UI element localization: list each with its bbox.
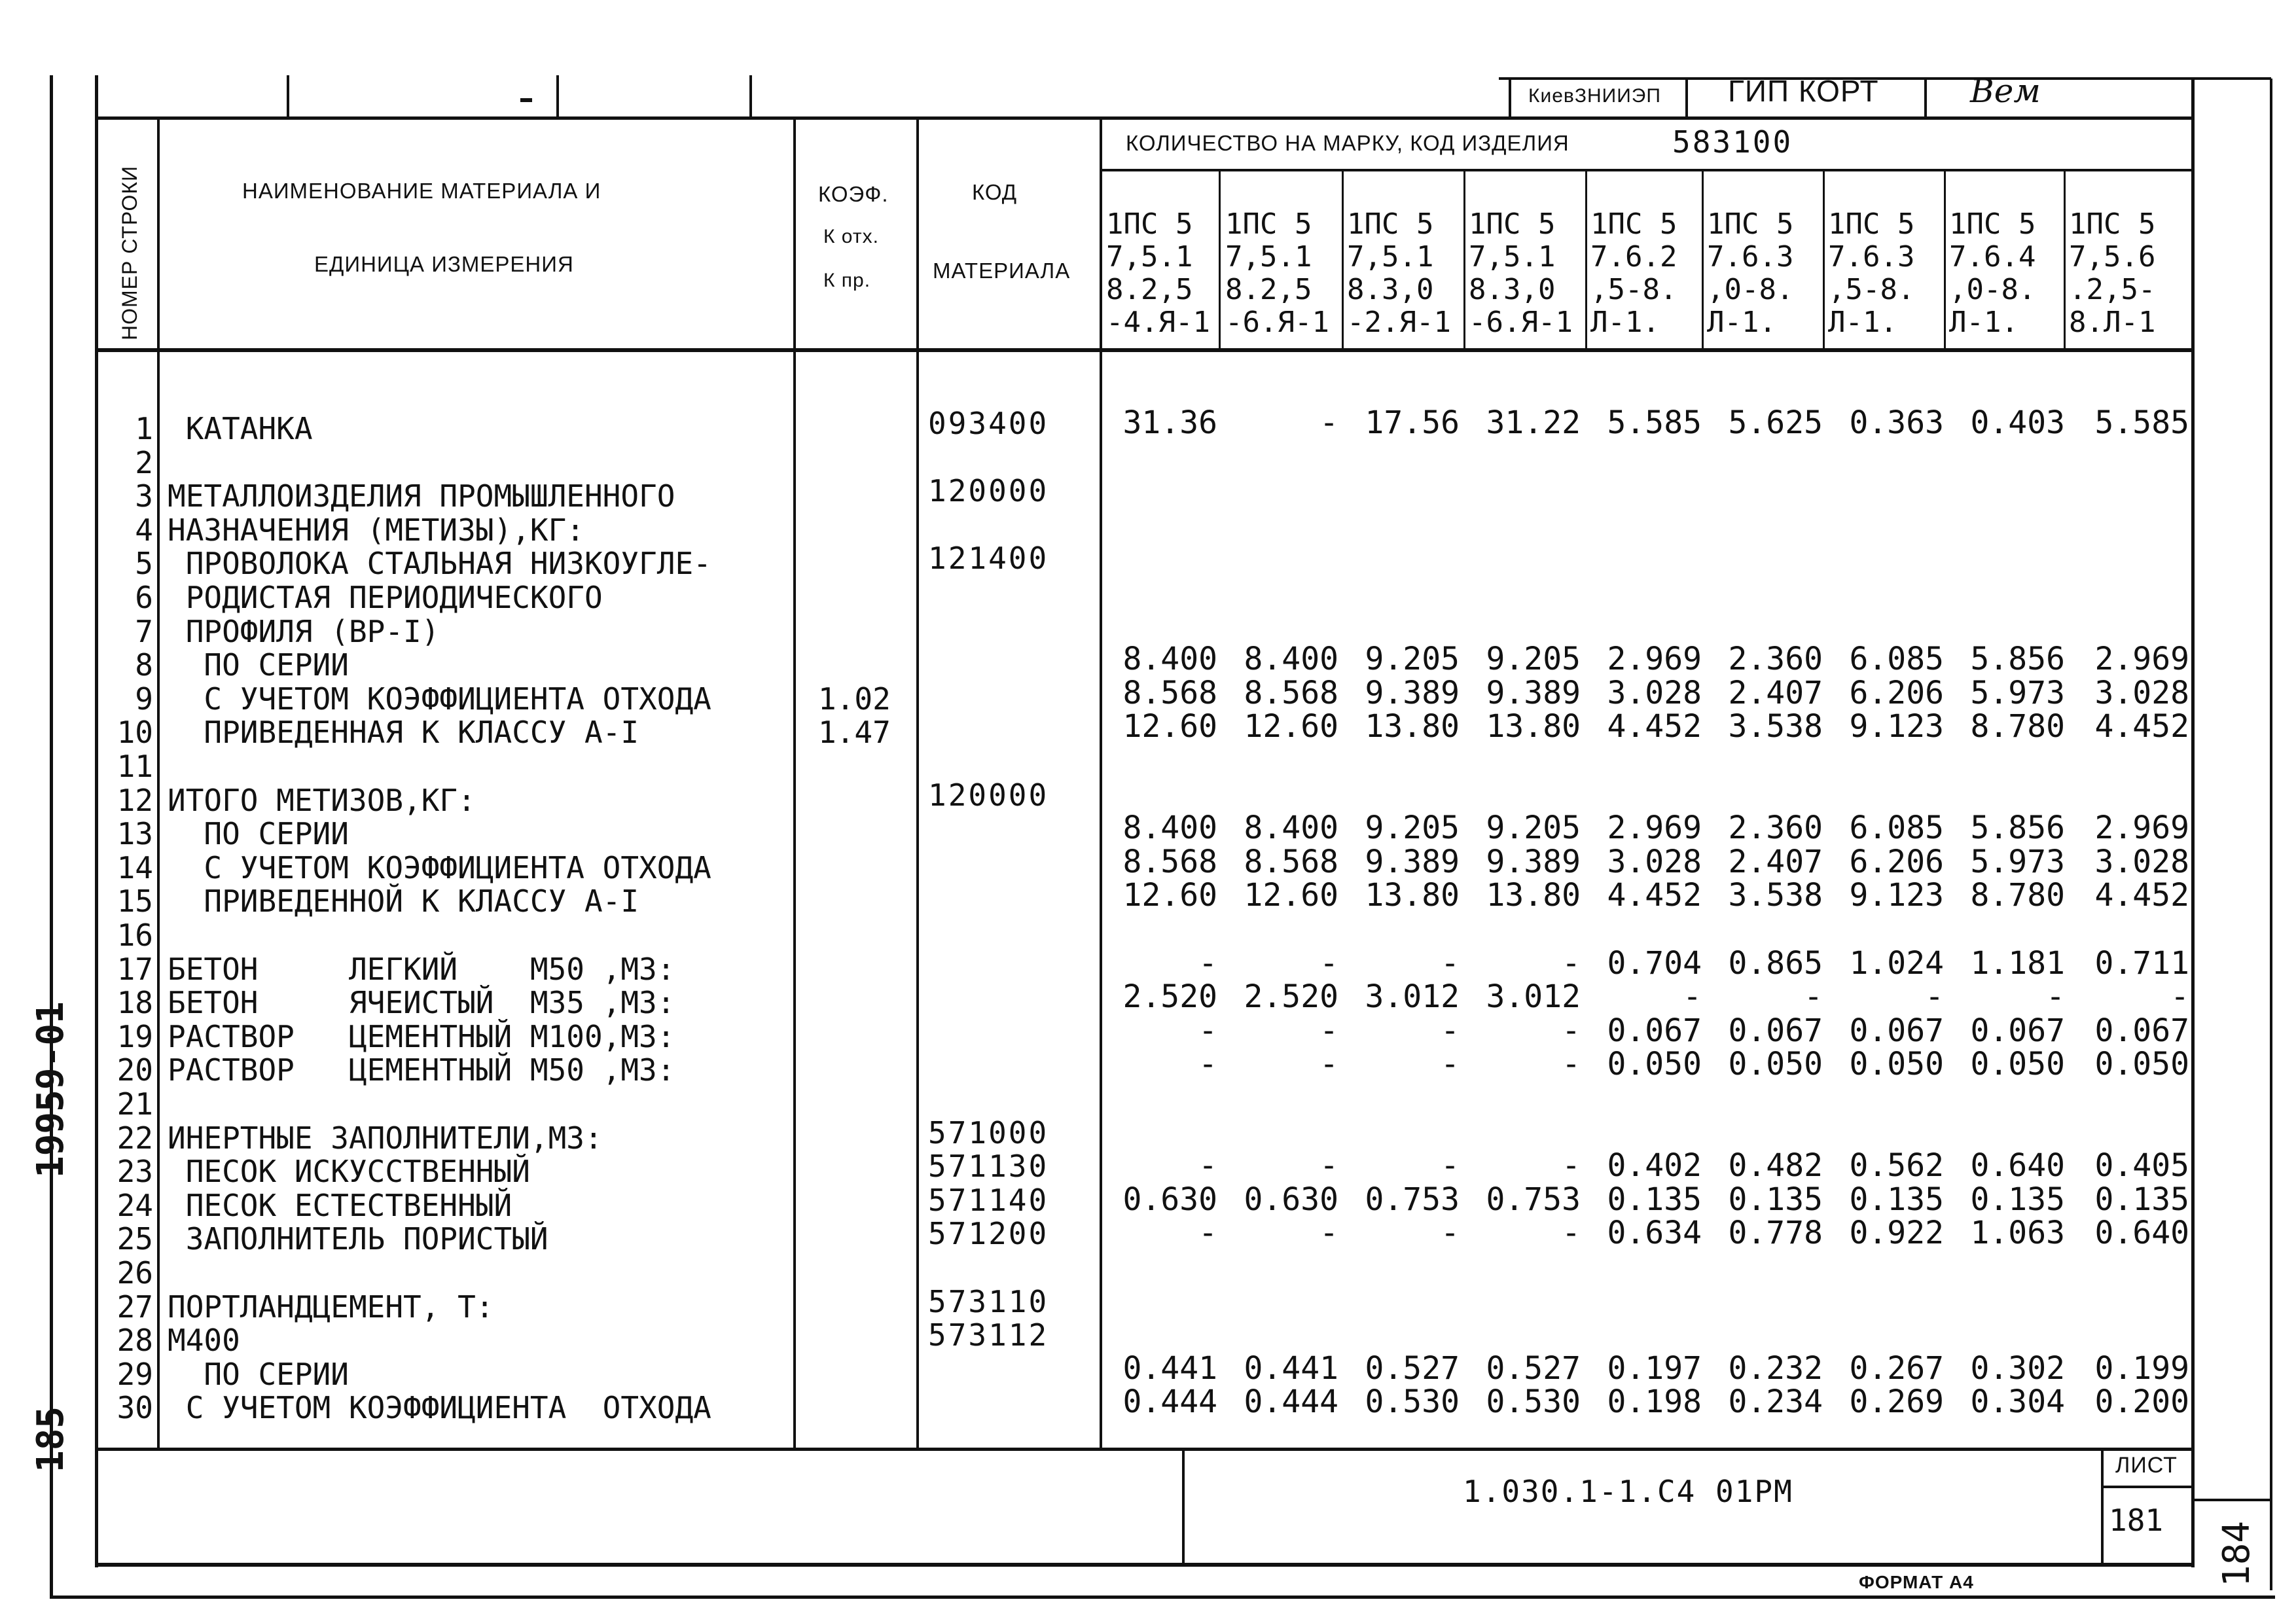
quantity-value: 5.585 xyxy=(2094,404,2189,441)
col-divider-9 xyxy=(1702,171,1704,349)
quantity-value: 13.80 xyxy=(1486,877,1581,914)
quantity-value: 13.80 xyxy=(1365,877,1460,914)
quantity-value: - xyxy=(1198,1012,1217,1049)
quantity-value: 8.568 xyxy=(1244,843,1338,880)
product-code: 583100 xyxy=(1672,124,1793,160)
column-header-line: 1ПС 5 xyxy=(1949,207,2036,241)
quantity-value: - xyxy=(1319,1147,1338,1185)
column-header-line: 7,5.6 xyxy=(2069,240,2156,274)
column-header-line: ,0-8. xyxy=(1949,273,2036,306)
column-header-line: -2.Я-1 xyxy=(1347,306,1451,339)
quantity-value: 8.400 xyxy=(1122,641,1217,678)
quantity-value: 0.363 xyxy=(1849,404,1944,441)
quantity-value: 2.969 xyxy=(1607,810,1702,847)
sheet-number: 181 xyxy=(2109,1503,2164,1538)
row-number: 12 xyxy=(117,782,153,818)
row-number: 22 xyxy=(117,1120,153,1156)
quantity-value: 0.198 xyxy=(1607,1383,1702,1421)
quantity-value: 2.360 xyxy=(1728,641,1823,678)
material-code: 121400 xyxy=(928,541,1049,577)
stamp-signature: Вем xyxy=(1970,72,2041,110)
margin-number: 185 xyxy=(29,1406,72,1472)
quantity-value: 0.302 xyxy=(1970,1349,2065,1387)
quantity-value: 0.562 xyxy=(1849,1147,1944,1185)
quantity-value: 8.400 xyxy=(1122,810,1217,847)
row-number: 4 xyxy=(135,512,153,548)
row-number: 6 xyxy=(135,580,153,615)
quantity-value: 0.232 xyxy=(1728,1349,1823,1387)
quantity-value: 4.452 xyxy=(1607,708,1702,745)
material-name: БЕТОН ЯЧЕИСТЫЙ М35 ,М3: xyxy=(168,985,675,1021)
material-name: ПРОФИЛЯ (ВР-I) xyxy=(168,613,440,649)
material-name: МЕТАЛЛОИЗДЕЛИЯ ПРОМЫШЛЕННОГО xyxy=(168,478,675,514)
side-page-number: 184 xyxy=(2215,1520,2258,1587)
quantity-value: 0.778 xyxy=(1728,1215,1823,1252)
quantity-value: 0.441 xyxy=(1244,1349,1338,1387)
quantity-value: 8.780 xyxy=(1970,877,2065,914)
material-name: НАЗНАЧЕНИЯ (МЕТИЗЫ),КГ: xyxy=(168,512,584,548)
margin-code: 19959-01 xyxy=(29,1001,72,1178)
quantity-value: 0.530 xyxy=(1486,1383,1581,1421)
quantity-value: - xyxy=(1319,1012,1338,1049)
quantity-value: 8.400 xyxy=(1244,641,1338,678)
material-name: С УЧЕТОМ КОЭФФИЦИЕНТА ОТХОДА xyxy=(168,849,711,885)
material-name: ПРОВОЛОКА СТАЛЬНАЯ НИЗКОУГЛЕ- xyxy=(168,546,711,582)
sheet-label: ЛИСТ xyxy=(2115,1453,2178,1478)
quantity-value: 0.050 xyxy=(1970,1046,2065,1083)
quantity-value: - xyxy=(1319,1046,1338,1083)
column-header-line: 1ПС 5 xyxy=(1828,207,1915,241)
quantity-value: 31.22 xyxy=(1486,404,1581,441)
column-header-line: 7,5.1 xyxy=(1106,240,1193,274)
column-header-line: 7.6.4 xyxy=(1949,240,2036,274)
quantity-value: 0.527 xyxy=(1365,1349,1460,1387)
row-number: 19 xyxy=(117,1018,153,1054)
quantity-value: 1.063 xyxy=(1970,1215,2065,1252)
col-divider-11 xyxy=(1944,171,1946,349)
row-number: 10 xyxy=(117,715,153,751)
quantity-value: 0.630 xyxy=(1244,1181,1338,1218)
material-name: ПЕСОК ИСКУССТВЕННЫЙ xyxy=(168,1154,530,1190)
quantity-value: 0.269 xyxy=(1849,1383,1944,1421)
column-header-line: -6.Я-1 xyxy=(1469,306,1573,339)
row-number: 1 xyxy=(135,411,153,446)
column-header-line: .2,5- xyxy=(2069,273,2156,306)
row-number-label: НОМЕР СТРОКИ xyxy=(118,166,141,340)
col-divider-7 xyxy=(1463,171,1465,349)
quantity-value: - xyxy=(1441,944,1460,982)
quantity-value: 17.56 xyxy=(1365,404,1460,441)
quantity-value: - xyxy=(1198,1046,1217,1083)
column-header-line: 1ПС 5 xyxy=(1106,207,1193,241)
col-divider-6 xyxy=(1342,171,1344,349)
quantity-value: 5.585 xyxy=(1607,404,1702,441)
material-code: 571140 xyxy=(928,1182,1049,1218)
quantity-label: КОЛИЧЕСТВО НА МАРКУ, КОД ИЗДЕЛИЯ xyxy=(1126,131,1570,155)
quantity-value: 6.206 xyxy=(1849,674,1944,711)
coefficient: 1.02 xyxy=(818,681,891,717)
quantity-value: 0.753 xyxy=(1365,1181,1460,1218)
quantity-value: 0.405 xyxy=(2094,1147,2189,1185)
quantity-value: - xyxy=(2170,978,2189,1016)
material-name: ЗАПОЛНИТЕЛЬ ПОРИСТЫЙ xyxy=(168,1221,548,1257)
row-number: 25 xyxy=(117,1221,153,1257)
quantity-value: 0.704 xyxy=(1607,944,1702,982)
row-number: 2 xyxy=(135,444,153,480)
col-divider-8 xyxy=(1585,171,1587,349)
body-bottom xyxy=(97,1448,2195,1451)
quantity-value: 0.865 xyxy=(1728,944,1823,982)
quantity-value: 4.452 xyxy=(2094,708,2189,745)
material-code: 571130 xyxy=(928,1149,1049,1185)
column-header-line: ,0-8. xyxy=(1707,273,1794,306)
row-number: 29 xyxy=(117,1356,153,1392)
quantity-value: 5.856 xyxy=(1970,810,2065,847)
quantity-value: 2.407 xyxy=(1728,674,1823,711)
row-number: 8 xyxy=(135,647,153,683)
format-label: ФОРМАТ А4 xyxy=(1859,1572,1974,1592)
quantity-value: 8.568 xyxy=(1122,843,1217,880)
col-divider-2 xyxy=(793,118,796,1450)
quantity-value: - xyxy=(1319,404,1338,441)
material-name: ПРИВЕДЕННОЙ К КЛАССУ А-I xyxy=(168,883,639,919)
top-tick-3 xyxy=(749,75,752,118)
quantity-value: 1.024 xyxy=(1849,944,1944,982)
material-code: 120000 xyxy=(928,473,1049,509)
material-name: РОДИСТАЯ ПЕРИОДИЧЕСКОГО xyxy=(168,580,603,615)
quantity-value: - xyxy=(1198,944,1217,982)
quantity-value: 9.123 xyxy=(1849,708,1944,745)
quantity-value: 0.135 xyxy=(1970,1181,2065,1218)
quantity-value: 0.482 xyxy=(1728,1147,1823,1185)
quantity-value: 9.389 xyxy=(1486,674,1581,711)
material-name: ПЕСОК ЕСТЕСТВЕННЫЙ xyxy=(168,1187,512,1223)
material-name: РАСТВОР ЦЕМЕНТНЫЙ М100,М3: xyxy=(168,1018,675,1054)
row-number: 11 xyxy=(117,749,153,784)
material-code: 571000 xyxy=(928,1115,1049,1150)
quantity-value: 0.753 xyxy=(1486,1181,1581,1218)
column-header-line: 8.Л-1 xyxy=(2069,306,2156,339)
material-name: ПОРТЛАНДЦЕМЕНТ, Т: xyxy=(168,1289,494,1325)
outer-right xyxy=(2270,79,2272,1590)
stamp-div-1 xyxy=(1509,77,1511,118)
quantity-value: 9.205 xyxy=(1365,810,1460,847)
quantity-value: 0.267 xyxy=(1849,1349,1944,1387)
quantity-value: 6.206 xyxy=(1849,843,1944,880)
column-header-line: 8.3,0 xyxy=(1469,273,1556,306)
quantity-value: 0.135 xyxy=(2094,1181,2189,1218)
quantity-value: 1.181 xyxy=(1970,944,2065,982)
code-label-1: КОД xyxy=(972,180,1018,204)
row-number: 7 xyxy=(135,613,153,649)
quantity-value: 2.969 xyxy=(1607,641,1702,678)
col-divider-3 xyxy=(916,118,919,1450)
quantity-value: 0.530 xyxy=(1365,1383,1460,1421)
quantity-value: 6.085 xyxy=(1849,810,1944,847)
column-header-line: Л-1. xyxy=(1707,306,1776,339)
quantity-value: 8.568 xyxy=(1244,674,1338,711)
quantity-value: 0.234 xyxy=(1728,1383,1823,1421)
quantity-value: 0.634 xyxy=(1607,1215,1702,1252)
top-stamp-line xyxy=(97,116,2195,120)
quantity-value: - xyxy=(2046,978,2065,1016)
quantity-value: 0.067 xyxy=(1607,1012,1702,1049)
qty-divider xyxy=(1100,169,2195,171)
material-code: 093400 xyxy=(928,406,1049,441)
quantity-value: - xyxy=(1319,1215,1338,1252)
row-number: 5 xyxy=(135,546,153,582)
quantity-value: - xyxy=(1441,1046,1460,1083)
quantity-value: 9.205 xyxy=(1486,810,1581,847)
column-header-line: 7,5.1 xyxy=(1347,240,1434,274)
column-header-line: ,5-8. xyxy=(1590,273,1677,306)
sheet-box-left xyxy=(2101,1449,2104,1564)
quantity-value: - xyxy=(1562,1046,1581,1083)
quantity-value: 0.197 xyxy=(1607,1349,1702,1387)
row-number: 23 xyxy=(117,1154,153,1190)
quantity-value: 0.199 xyxy=(2094,1349,2189,1387)
row-number: 9 xyxy=(135,681,153,717)
quantity-value: 12.60 xyxy=(1244,708,1338,745)
quantity-value: 9.389 xyxy=(1365,843,1460,880)
row-number: 17 xyxy=(117,951,153,987)
column-header-line: -6.Я-1 xyxy=(1225,306,1329,339)
quantity-value: 0.050 xyxy=(1607,1046,1702,1083)
row-number: 24 xyxy=(117,1187,153,1223)
quantity-value: 3.028 xyxy=(2094,843,2189,880)
row-number: 21 xyxy=(117,1086,153,1122)
col-divider-10 xyxy=(1823,171,1825,349)
material-name: С УЧЕТОМ КОЭФФИЦИЕНТА ОТХОДА xyxy=(168,1390,711,1426)
material-name: ПРИВЕДЕННАЯ К КЛАССУ А-I xyxy=(168,715,639,751)
quantity-value: 12.60 xyxy=(1244,877,1338,914)
quantity-value: 3.012 xyxy=(1486,978,1581,1016)
quantity-value: 0.630 xyxy=(1122,1181,1217,1218)
quantity-value: 0.067 xyxy=(1728,1012,1823,1049)
top-tick-2 xyxy=(556,75,559,118)
quantity-value: - xyxy=(1562,944,1581,982)
quantity-value: - xyxy=(1441,1215,1460,1252)
material-label-2: ЕДИНИЦА ИЗМЕРЕНИЯ xyxy=(314,252,574,276)
quantity-value: 3.012 xyxy=(1365,978,1460,1016)
quantity-value: 8.780 xyxy=(1970,708,2065,745)
quantity-value: 3.538 xyxy=(1728,708,1823,745)
quantity-value: 2.520 xyxy=(1122,978,1217,1016)
quantity-value: 8.568 xyxy=(1122,674,1217,711)
material-code: 573112 xyxy=(928,1317,1049,1353)
column-header-line: 1ПС 5 xyxy=(2069,207,2156,241)
coef-label-2: К отх. xyxy=(823,226,879,247)
coefficient: 1.47 xyxy=(818,715,891,751)
column-header-line: 8.2,5 xyxy=(1225,273,1312,306)
footer-divider xyxy=(1182,1449,1185,1564)
quantity-value: 9.205 xyxy=(1365,641,1460,678)
column-header-line: -4.Я-1 xyxy=(1106,306,1210,339)
column-header-line: 7,5.1 xyxy=(1225,240,1312,274)
material-name: ПО СЕРИИ xyxy=(168,1356,349,1392)
row-number: 20 xyxy=(117,1052,153,1088)
left-margin-line xyxy=(50,75,53,1597)
quantity-value: 2.969 xyxy=(2094,641,2189,678)
quantity-value: 0.135 xyxy=(1728,1181,1823,1218)
row-number: 16 xyxy=(117,918,153,953)
quantity-value: 0.135 xyxy=(1849,1181,1944,1218)
column-header-line: 8.2,5 xyxy=(1106,273,1193,306)
material-name: М400 xyxy=(168,1323,240,1359)
material-name: ИТОГО МЕТИЗОВ,КГ: xyxy=(168,782,476,818)
row-number: 26 xyxy=(117,1255,153,1291)
quantity-value: 0.067 xyxy=(2094,1012,2189,1049)
quantity-value: 9.123 xyxy=(1849,877,1944,914)
quantity-value: 0.402 xyxy=(1607,1147,1702,1185)
row-number: 30 xyxy=(117,1390,153,1426)
material-label-1: НАИМЕНОВАНИЕ МАТЕРИАЛА И xyxy=(242,179,601,203)
stamp-top xyxy=(1499,77,2271,80)
quantity-value: 5.973 xyxy=(1970,674,2065,711)
quantity-value: - xyxy=(1925,978,1944,1016)
material-code: 120000 xyxy=(928,777,1049,813)
quantity-value: 9.205 xyxy=(1486,641,1581,678)
quantity-value: 4.452 xyxy=(1607,877,1702,914)
row-number: 13 xyxy=(117,816,153,852)
coef-label-1: КОЭФ. xyxy=(818,182,889,206)
quantity-value: 0.640 xyxy=(1970,1147,2065,1185)
row-number: 28 xyxy=(117,1323,153,1359)
sheet-box-mid xyxy=(2101,1486,2193,1488)
quantity-value: 2.969 xyxy=(2094,810,2189,847)
quantity-value: 31.36 xyxy=(1122,404,1217,441)
quantity-value: 2.520 xyxy=(1244,978,1338,1016)
quantity-value: 0.067 xyxy=(1970,1012,2065,1049)
quantity-value: 0.067 xyxy=(1849,1012,1944,1049)
quantity-value: 0.441 xyxy=(1122,1349,1217,1387)
stamp-div-3 xyxy=(1924,77,1927,118)
column-header-line: 1ПС 5 xyxy=(1225,207,1312,241)
material-code: 571200 xyxy=(928,1216,1049,1252)
quantity-value: 0.403 xyxy=(1970,404,2065,441)
column-header-line: Л-1. xyxy=(1828,306,1897,339)
quantity-value: 0.050 xyxy=(2094,1046,2189,1083)
quantity-value: - xyxy=(1562,1215,1581,1252)
quantity-value: - xyxy=(1562,1147,1581,1185)
quantity-value: 5.973 xyxy=(1970,843,2065,880)
coef-label-3: К пр. xyxy=(823,270,871,291)
quantity-value: 12.60 xyxy=(1122,708,1217,745)
row-number: 27 xyxy=(117,1289,153,1325)
column-header-line: 1ПС 5 xyxy=(1590,207,1677,241)
bottom-rule xyxy=(50,1596,2275,1599)
quantity-value: - xyxy=(1804,978,1823,1016)
quantity-value: 4.452 xyxy=(2094,877,2189,914)
quantity-value: 9.389 xyxy=(1365,674,1460,711)
quantity-value: 12.60 xyxy=(1122,877,1217,914)
column-header-line: Л-1. xyxy=(1949,306,2018,339)
quantity-value: 2.360 xyxy=(1728,810,1823,847)
quantity-value: 6.085 xyxy=(1849,641,1944,678)
quantity-value: - xyxy=(1683,978,1702,1016)
material-name: РАСТВОР ЦЕМЕНТНЫЙ М50 ,М3: xyxy=(168,1052,675,1088)
quantity-value: 0.444 xyxy=(1244,1383,1338,1421)
quantity-value: 5.856 xyxy=(1970,641,2065,678)
col-divider-12 xyxy=(2064,171,2066,349)
header-bottom xyxy=(97,348,2195,352)
quantity-value: - xyxy=(1562,1012,1581,1049)
material-name: БЕТОН ЛЕГКИЙ М50 ,М3: xyxy=(168,951,675,987)
row-number: 15 xyxy=(117,883,153,919)
side-number-box-top xyxy=(2193,1499,2271,1501)
quantity-value: 9.389 xyxy=(1486,843,1581,880)
document-designation: 1.030.1-1.С4 01РМ xyxy=(1463,1474,1793,1509)
quantity-value: 0.304 xyxy=(1970,1383,2065,1421)
row-number: 18 xyxy=(117,985,153,1021)
code-label-2: МАТЕРИАЛА xyxy=(933,259,1071,283)
material-code: 573110 xyxy=(928,1283,1049,1319)
top-tick-dash xyxy=(520,98,532,102)
quantity-value: 0.050 xyxy=(1728,1046,1823,1083)
quantity-value: 0.527 xyxy=(1486,1349,1581,1387)
stamp-org: КиевЗНИИЭП xyxy=(1528,85,1661,107)
quantity-value: 13.80 xyxy=(1365,708,1460,745)
column-header-line: 7.6.3 xyxy=(1707,240,1794,274)
column-header-line: ,5-8. xyxy=(1828,273,1915,306)
material-name: ПО СЕРИИ xyxy=(168,647,349,683)
quantity-value: 8.400 xyxy=(1244,810,1338,847)
stamp-div-2 xyxy=(1685,77,1688,118)
material-name: С УЧЕТОМ КОЭФФИЦИЕНТА ОТХОДА xyxy=(168,681,711,717)
column-header-line: 7.6.2 xyxy=(1590,240,1677,274)
quantity-value: 0.050 xyxy=(1849,1046,1944,1083)
quantity-value: 3.028 xyxy=(2094,674,2189,711)
col-divider-5 xyxy=(1219,171,1221,349)
footer-bottom xyxy=(97,1563,2195,1567)
quantity-value: 3.028 xyxy=(1607,843,1702,880)
column-header-line: Л-1. xyxy=(1590,306,1660,339)
column-header-line: 8.3,0 xyxy=(1347,273,1434,306)
quantity-value: 0.444 xyxy=(1122,1383,1217,1421)
quantity-value: - xyxy=(1319,944,1338,982)
column-header-line: 7,5.1 xyxy=(1469,240,1556,274)
quantity-value: 3.538 xyxy=(1728,877,1823,914)
col-divider-1 xyxy=(157,118,160,1450)
material-name: КАТАНКА xyxy=(168,411,313,446)
stamp-dept: ГИП КОРТ xyxy=(1728,74,1879,108)
quantity-value: - xyxy=(1441,1147,1460,1185)
column-header-line: 7.6.3 xyxy=(1828,240,1915,274)
quantity-value: - xyxy=(1198,1147,1217,1185)
quantity-value: 0.135 xyxy=(1607,1181,1702,1218)
column-header-line: 1ПС 5 xyxy=(1469,207,1556,241)
frame-right xyxy=(2191,79,2195,1567)
quantity-value: - xyxy=(1198,1215,1217,1252)
quantity-value: 13.80 xyxy=(1486,708,1581,745)
quantity-value: 0.711 xyxy=(2094,944,2189,982)
quantity-value: 5.625 xyxy=(1728,404,1823,441)
quantity-value: 2.407 xyxy=(1728,843,1823,880)
column-header-line: 1ПС 5 xyxy=(1347,207,1434,241)
quantity-value: 3.028 xyxy=(1607,674,1702,711)
row-number: 14 xyxy=(117,849,153,885)
top-tick-1 xyxy=(287,75,289,118)
quantity-value: 0.200 xyxy=(2094,1383,2189,1421)
material-name: ИНЕРТНЫЕ ЗАПОЛНИТЕЛИ,М3: xyxy=(168,1120,603,1156)
material-name: ПО СЕРИИ xyxy=(168,816,349,852)
quantity-value: - xyxy=(1441,1012,1460,1049)
row-number: 3 xyxy=(135,478,153,514)
column-header-line: 1ПС 5 xyxy=(1707,207,1794,241)
quantity-value: 0.640 xyxy=(2094,1215,2189,1252)
quantity-value: 0.922 xyxy=(1849,1215,1944,1252)
